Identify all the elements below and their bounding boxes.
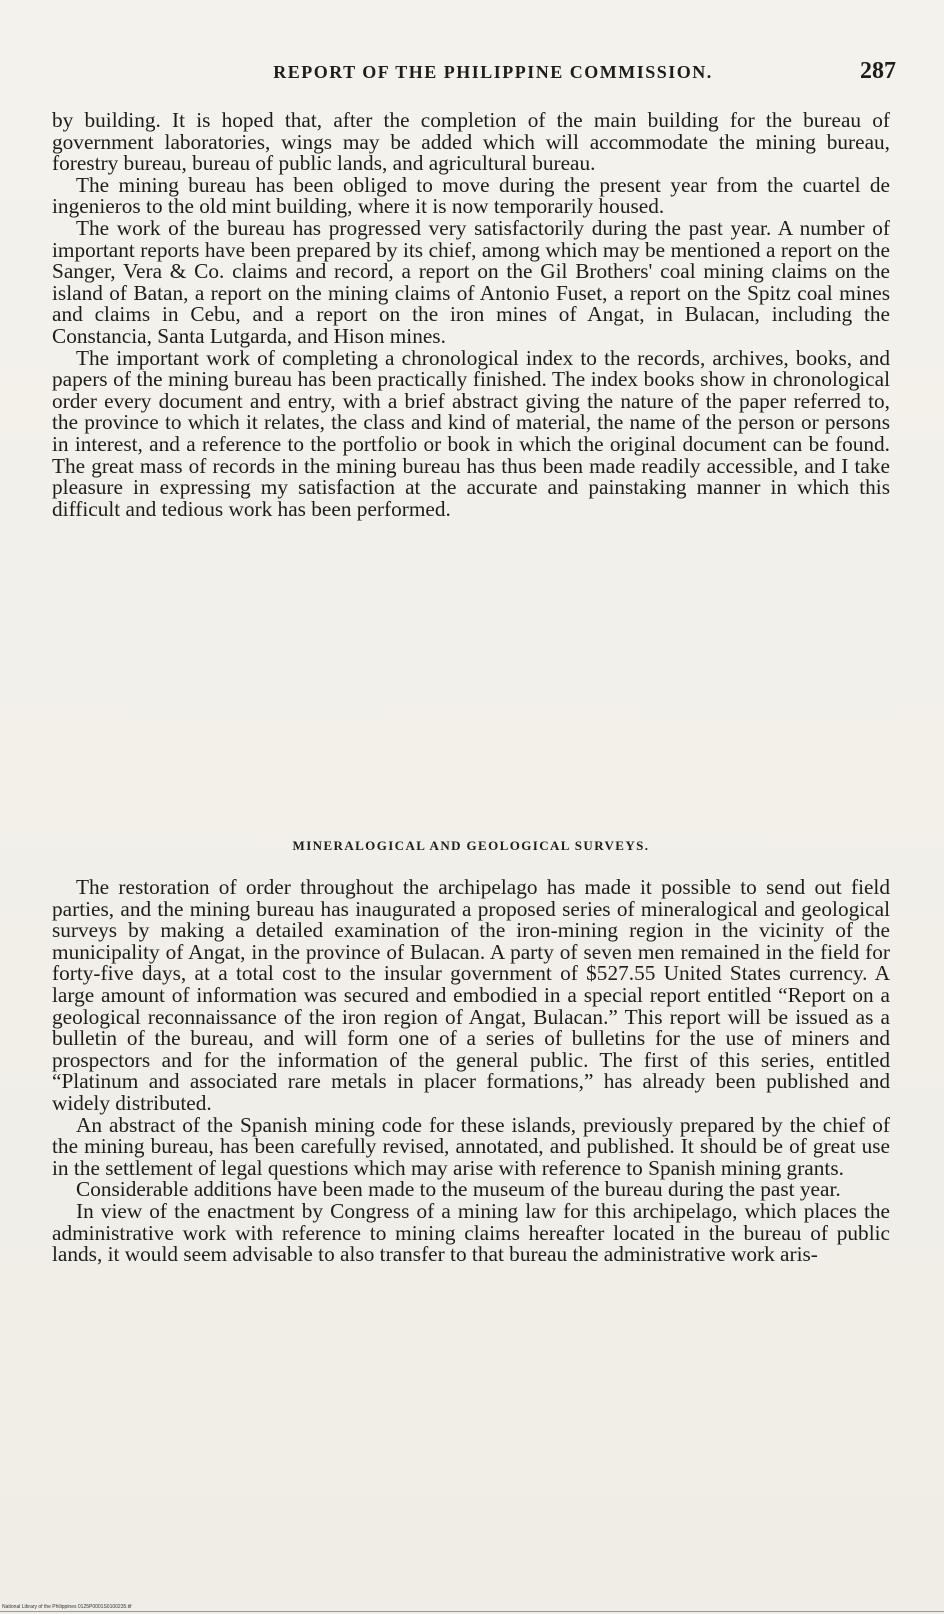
paragraph: The important work of completing a chronological index to the records, archives, books, and papers of the mining bureau has been practically finished. The index books show in chronological order every document and entry, with a brief abstract giving the nature of the paper referred to, the province to which it relates, the class and kind of material, the name of the person or persons in interest, and a reference to the portfolio or book in which the original document can be found. The great mass of records in the mining bureau has thus been made readily accessible, and I take pleasure in expressing my satisfaction at the accurate and painstaking manner in which this difficult and tedious work has been performed. — [52, 345, 890, 521]
section-heading: MINERALOGICAL AND GEOLOGICAL SURVEYS. — [292, 838, 650, 853]
paragraph: by building. It is hoped that, after the completion of the main building for the bureau of government laboratories, wings may be added which will accommodate the mining bureau, forestry bureau, bureau of public lands, and agricultural bureau. — [52, 108, 890, 176]
body-text-top — [52, 110, 890, 520]
body-text-bottom — [52, 877, 890, 1266]
scan-bottom-rule — [0, 1611, 944, 1612]
scan-footer-stamp: National Library of the Philippines 0125P0001S0100235.tif — [2, 1604, 132, 1610]
paragraph: An abstract of the Spanish mining code for these islands, previously prepared by the chief of the mining bureau, has been carefully revised, annotated, and published. It should be of great use in the settlement of legal questions which may arise with reference to Spanish mining grants. — [52, 1112, 890, 1180]
paragraph: In view of the enactment by Congress of a mining law for this archipelago, which places the administrative work with reference to mining claims hereafter located in the bureau of public lands, it would seem advisable to also transfer to that bureau the administrative work aris- — [52, 1198, 890, 1267]
paragraph: The mining bureau has been obliged to move during the present year from the cuartel de ingenieros to the old mint building, where it is now temporarily housed. — [52, 172, 890, 219]
paragraph: The work of the bureau has progressed very satisfactorily during the past year. A number of important reports have been prepared by its chief, among which may be mentioned a report on the Sanger, Vera & Co. claims and record, a report on the Gil Brothers' coal mining claims on the island of Batan, a report on the mining claims of Antonio Fuset, a report on the Spitz coal mines and claims in Cebu, and a report on the iron mines of Angat, in Bulacan, including the Constancia, Santa Lutgarda, and Hison mines. — [52, 215, 890, 348]
page-number: 287 — [860, 58, 896, 84]
running-head: REPORT OF THE PHILIPPINE COMMISSION. — [273, 62, 713, 82]
paragraph: Considerable additions have been made to the museum of the bureau during the past year. — [76, 1177, 841, 1202]
page-header — [50, 58, 896, 98]
paragraph: The restoration of order throughout the archipelago has made it possible to send out field parties, and the mining bureau has inaugurated a proposed series of mineralogical and geological surveys by making a detailed examination of the iron-mining region in the vicinity of the municipality of Angat, in the province of Bulacan. A party of seven men remained in the field for forty-five days, at a total cost to the insular government of $527.55 United States currency. A large amount of information was secured and embodied in a special report entitled “Report on a geological reconnaissance of the iron region of Angat, Bulacan.” This report will be issued as a bulletin of the bureau, and will form one of a series of bulletins for the use of miners and prospectors and for the information of the general public. The first of this series, entitled “Platinum and associated rare metals in placer formations,” has already been published and widely distributed. — [52, 875, 890, 1115]
